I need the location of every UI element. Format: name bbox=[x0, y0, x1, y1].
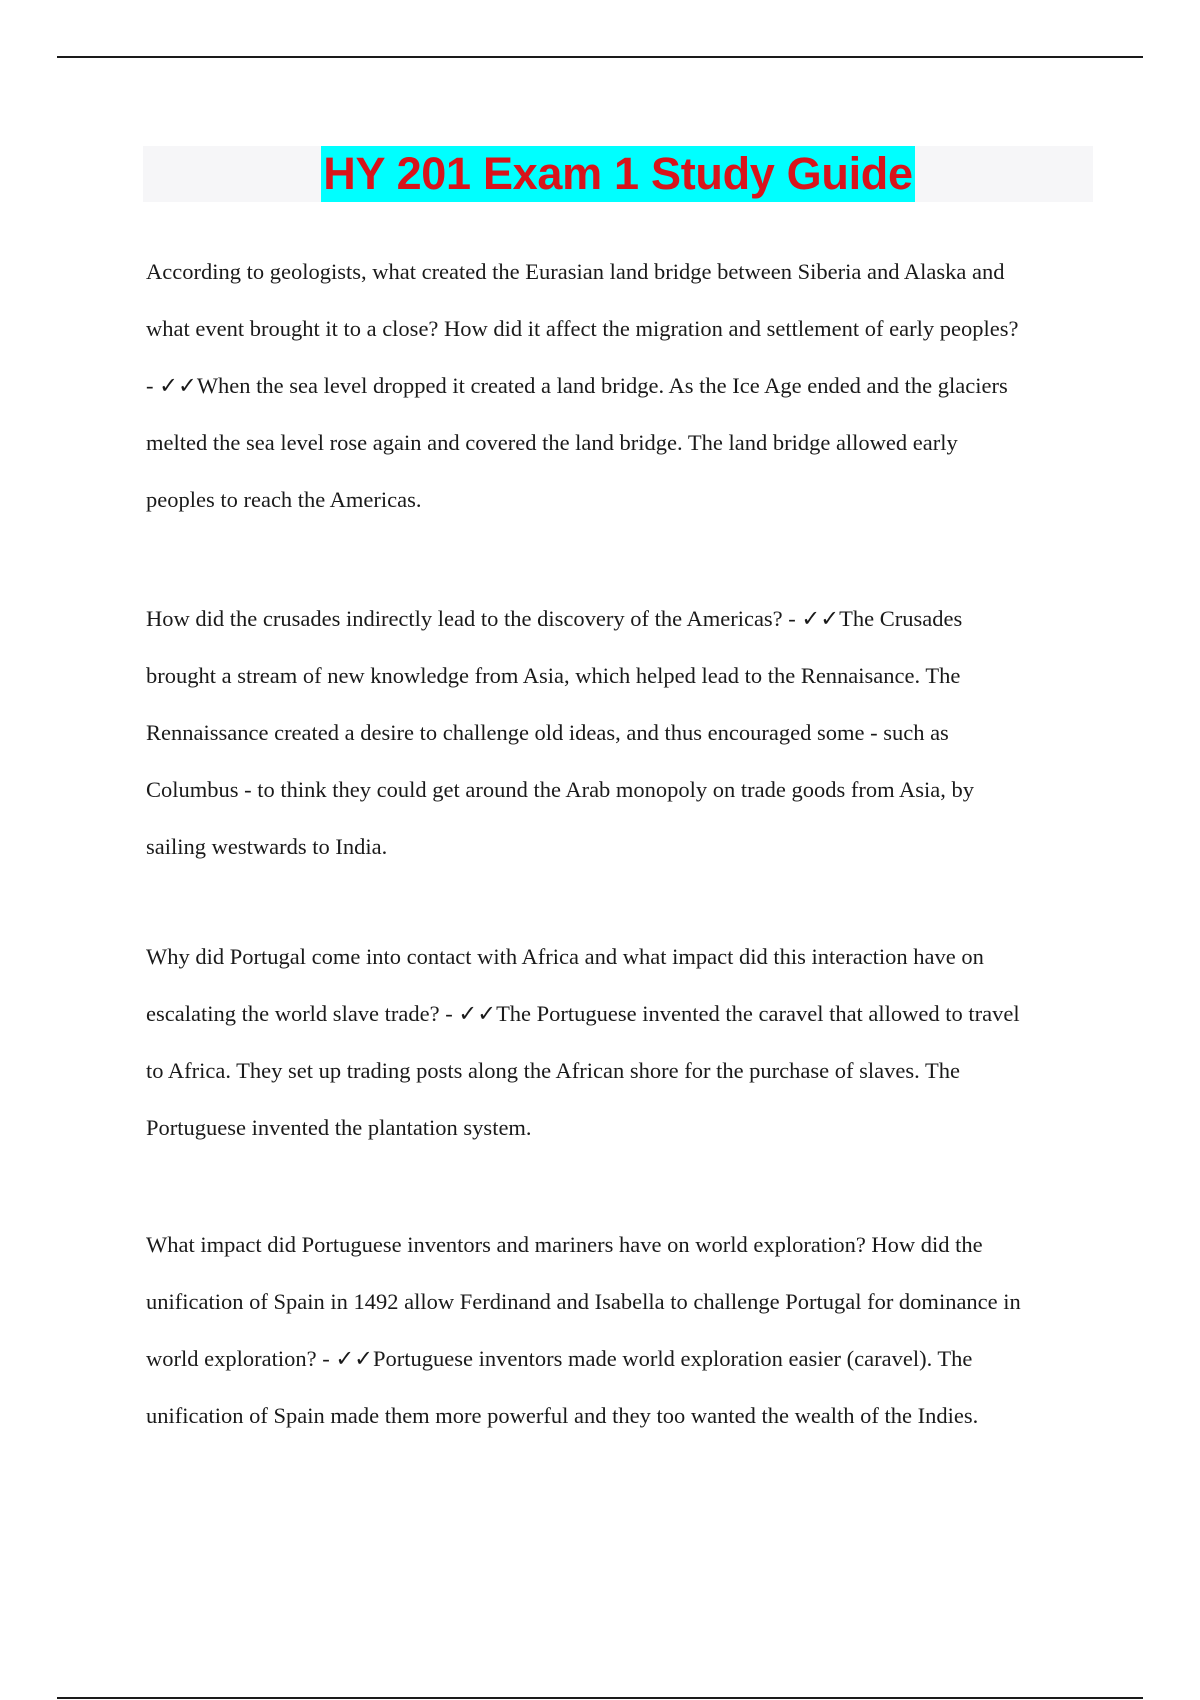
qa-block-3 bbox=[146, 928, 1096, 1156]
text-line: to Africa. They set up trading posts along the African shore for the purchase of slaves. The bbox=[146, 1058, 960, 1083]
top-rule bbox=[57, 56, 1143, 58]
text-line: How did the crusades indirectly lead to the discovery of the Americas? - ✓✓The Crusades bbox=[146, 606, 963, 631]
text-line: What impact did Portuguese inventors and mariners have on world exploration? How did the bbox=[146, 1232, 983, 1257]
qa-block-1 bbox=[146, 243, 1096, 528]
text-line: brought a stream of new knowledge from Asia, which helped lead to the Rennaisance. The bbox=[146, 663, 961, 688]
text-line: unification of Spain made them more powerful and they too wanted the wealth of the Indies. bbox=[146, 1403, 979, 1428]
text-line: melted the sea level rose again and covered the land bridge. The land bridge allowed early bbox=[146, 430, 958, 455]
text-line: Columbus - to think they could get around the Arab monopoly on trade goods from Asia, by bbox=[146, 777, 975, 802]
page-title: HY 201 Exam 1 Study Guide bbox=[321, 146, 914, 202]
text-line: According to geologists, what created the Eurasian land bridge between Siberia and Alaska and bbox=[146, 259, 1005, 284]
qa-block-4 bbox=[146, 1216, 1096, 1444]
bottom-rule bbox=[57, 1697, 1143, 1699]
text-line: - ✓✓When the sea level dropped it created a land bridge. As the Ice Age ended and the glaciers bbox=[146, 373, 1008, 398]
text-line: sailing westwards to India. bbox=[146, 834, 388, 859]
text-line: peoples to reach the Americas. bbox=[146, 487, 422, 512]
text-line: Portuguese invented the plantation system. bbox=[146, 1115, 532, 1140]
title-band bbox=[143, 146, 1093, 202]
text-line: what event brought it to a close? How did it affect the migration and settlement of early peoples? bbox=[146, 316, 1019, 341]
text-line: unification of Spain in 1492 allow Ferdinand and Isabella to challenge Portugal for dominance in bbox=[146, 1289, 1021, 1314]
text-line: world exploration? - ✓✓Portuguese inventors made world exploration easier (caravel). The bbox=[146, 1346, 973, 1371]
qa-block-2 bbox=[146, 590, 1096, 875]
text-line: escalating the world slave trade? - ✓✓The Portuguese invented the caravel that allowed to travel bbox=[146, 1001, 1020, 1026]
text-line: Rennaissance created a desire to challenge old ideas, and thus encouraged some - such as bbox=[146, 720, 949, 745]
text-line: Why did Portugal come into contact with Africa and what impact did this interaction have on bbox=[146, 944, 984, 969]
